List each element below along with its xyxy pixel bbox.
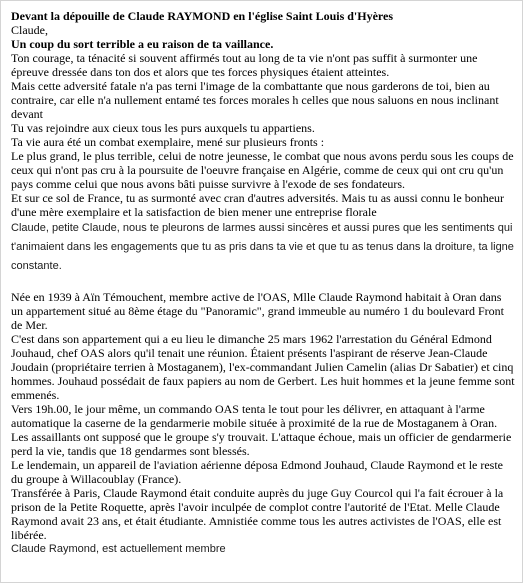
headline: Un coup du sort terrible a eu raison de ta vaillance. — [11, 37, 274, 51]
eulogy-paragraph: Tu vas rejoindre aux cieux tous les purs auxquels tu appartiens. — [11, 121, 315, 135]
eulogy-paragraph: Ton courage, ta ténacité si souvent affirmés tout au long de ta vie n'ont pas suffit à surmonter une épreuve dressée dans ton dos et alors que tes forces physiques étaient atteintes. — [11, 51, 478, 79]
biography-paragraph: Transférée à Paris, Claude Raymond était conduite auprès du juge Guy Courcol qui l'a fait écrouer à la prison de la Petite Roquette, après l'avoir inculpée de complot contre l'autorité de l'Etat. Melle Claude Raymond avait 23 ans, et était étudiante. Amnistiée comme tous les autres activistes de l'OAS, elle est libérée. — [11, 486, 504, 542]
eulogy-paragraph: Mais cette adversité fatale n'a pas terni l'image de la combattante que nous garderons de toi, bien au contraire, car elle n'a nullement entamé tes forces morales h celles que nous saluons en nous inclinant devant — [11, 79, 499, 121]
document-title: Devant la dépouille de Claude RAYMOND en l'église Saint Louis d'Hyères — [11, 9, 394, 23]
biography-paragraph: Vers 19h.00, le jour même, un commando OAS tenta le tout pour les délivrer, en attaquant à l'arme automatique la caserne de la gendarmerie mobile située à proximité de la rue de Mostaganem à Oran. Les assaillants ont supposé que le groupe s'y trouvait. L'attaque échoue, mais un officier de gendarmerie perd la vie, tandis que 18 gendarmes sont blessés. — [11, 402, 512, 458]
document-body — [11, 9, 516, 556]
biography-paragraph: Le lendemain, un appareil de l'aviation aérienne déposa Edmond Jouhaud, Claude Raymond et le reste du groupe à Willacoublay (France). — [11, 458, 503, 486]
closing-line: Claude Raymond, est actuellement membre — [11, 543, 226, 555]
paragraph-spacer — [11, 276, 516, 290]
salutation: Claude, — [11, 23, 48, 37]
eulogy-paragraph: Ta vie aura été un combat exemplaire, mené sur plusieurs fronts : — [11, 135, 325, 149]
biography-paragraph: C'est dans son appartement qui a eu lieu le dimanche 25 mars 1962 l'arrestation du Général Edmond Jouhaud, chef OAS alors qu'il tenait une réunion. Étaient présents l'aspirant de réserve Jean-Claude Joudain (propriétaire terrien à Mostaganem), l'ex-commandant Julien Camelin (alias Dr Sabatier) et cinq hommes. Jouhaud possédait de faux papiers au nom de Gerbert. Les huit hommes et la jeune femme sont emmenés. — [11, 332, 515, 402]
biography-paragraph: Née en 1939 à Aïn Témouchent, membre active de l'OAS, Mlle Claude Raymond habitait à Oran dans un appartement situé au 8ème étage du "Panoramic", grand immeuble au numéro 1 du boulevard Front de Mer. — [11, 290, 504, 332]
eulogy-paragraph: Le plus grand, le plus terrible, celui de notre jeunesse, le combat que nous avons perdu sous les coups de ceux qui n'ont pas cru à la poursuite de l'oeuvre française en Algérie, comme de ceux qui ont cru qu'un pays comme celui que nous avons bâti puisse survivre à l'exode de ses fondateurs. — [11, 149, 514, 191]
tribute-paragraph: Claude, petite Claude, nous te pleurons de larmes aussi sincères et aussi pures que les sentiments qui t'animaient dans les engagements que tu as pris dans ta vie et que tu as tenus dans la droiture, ta ligne constante. — [11, 222, 514, 272]
eulogy-paragraph: Et sur ce sol de France, tu as surmonté avec cran d'autres adversités. Mais tu as aussi connu le bonheur d'une mère exemplaire et la satisfaction de bien mener une entreprise florale — [11, 191, 505, 219]
